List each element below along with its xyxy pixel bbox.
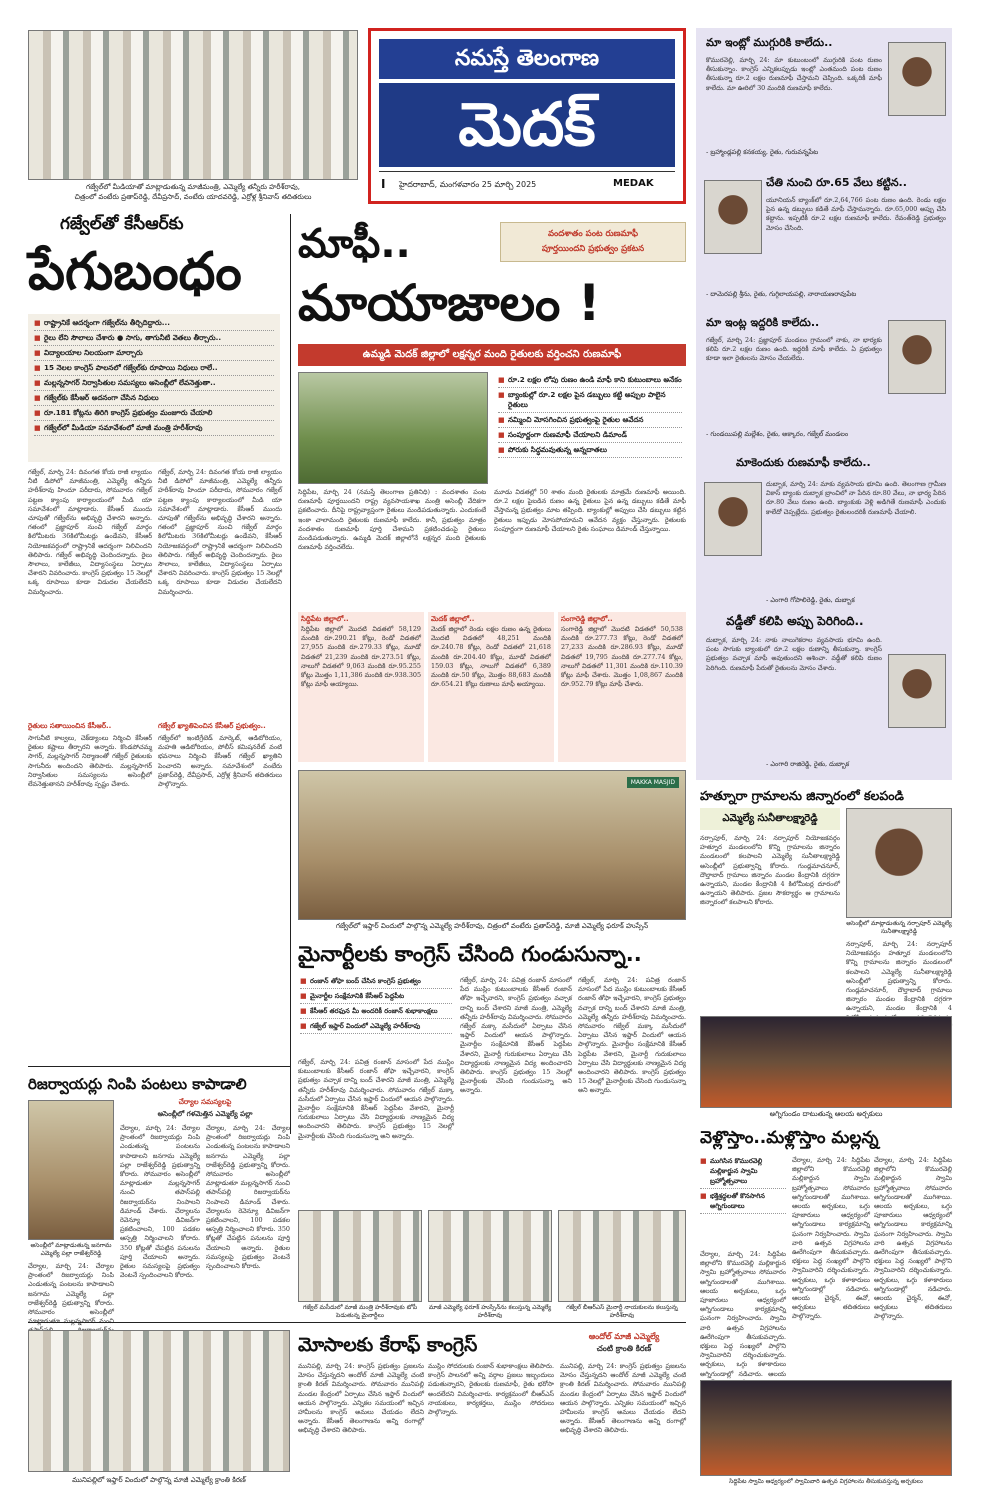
bottom-tag-1: ఆందోల్ మాజీ ఎమ్మెల్యే bbox=[588, 1332, 660, 1341]
hathnura-mla-photo bbox=[846, 808, 952, 918]
hathnura-body-1: నర్సాపూర్, మార్చి 24: నర్సాపూర్ నియోజకవర్గం హత్నూర మండలంలోని కొన్ని గ్రామాలను జిన్నారం మండలంలో కలపాలని ఎమ్మెల్యే సునీతాలక్ష్మారెడ్డి అసెంబ్లీలో ప్రభుత్వాన్ని కోరారు. గుండ్లమాచనూర్, దౌల్తాబాద్ గ్రామాలు జిన్నారం మండల కేంద్రానికి దగ్గరగా ఉన్నాయని, మండల కేంద్రానికి 4 కిలోమీటర్ల దూరంలో ఉన్నాయని తెలిపారు. ప్రజల సౌకర్యార్థం ఆ గ్రామాలను జిన్నారంలో కలపాలని కోరారు. bbox=[700, 834, 840, 907]
stats-medak-head: మెదక్ జిల్లాలో.. bbox=[431, 615, 475, 623]
stats-medak bbox=[428, 612, 554, 762]
mafi-headline-1: మాఫీ.. bbox=[298, 221, 411, 267]
sidebar-item-title: మాకెందుకు రుణమాఫీ కాలేదు.. bbox=[736, 456, 871, 469]
sidebar-item-title: మా ఇంట్ల ఇద్దరికి కాలేదు.. bbox=[706, 316, 820, 329]
left-bullet: ■ మల్లన్నసాగర్ నిర్వాసితుల సమస్యలు అసెంబ్లీలో లేవనెత్తుతా.. bbox=[34, 378, 274, 391]
minority-headline: మైనార్టీలకు కాంగ్రెస్ చేసింది గుండుసున్నా.. bbox=[298, 942, 642, 966]
masthead-paper-name: నమస్తే తెలంగాణ bbox=[379, 39, 675, 79]
mafi-tag-box bbox=[500, 222, 686, 262]
mafi-body-col2: మూడు విడతల్లో 50 శాతం మంది రైతులకు మాత్రమే రుణమాఫీ అయింది. రూ.2 లక్షల పైబడిన రుణం ఉన్న రైతులు పైన ఉన్న డబ్బులు కడితే మాఫీ చేస్తామన్న ప్రభుత్వం మాట తప్పింది. బ్యాంకుల్లో అప్పులు చేసి డబ్బులు కట్టిన రైతులు ఇప్పుడు మోసపోయామని ఆవేదన వ్యక్తం చేస్తున్నారు. రైతులకు సంపూర్ణంగా రుణమాఫీ చేయాలని రైతు సంఘాలు డిమాండ్ చేస్తున్నాయి. bbox=[494, 488, 686, 533]
sidebar-item-body: దుబ్బాక, మార్చి 24: మాకు వ్యవసాయ భూమి ఉంది. తెలంగాణ గ్రామీణ వికాస్ బ్యాంకు దుబ్బాక బ్రాంచిలో నా పేరిన రూ.80 వేలు, నా భార్య పేరిన రూ.80 వేలు రుణం ఉంది. బ్యాంకుకు వెళ్లి అడిగితే రుణమాఫీ ఎందుకు కాలేదో చెప్పట్లేదు. ప్రభుత్వం రైతులందరికీ రుణమాఫీ చేయాలి. bbox=[766, 480, 946, 516]
bottom-iftar-photo bbox=[28, 1330, 290, 1472]
sidebar-item-byline: - బ్రహ్మాండ్లపల్లి కనకయ్య, రైతు, గురువన్నపేట bbox=[706, 148, 819, 156]
reservoir-headline: రిజర్వాయర్లు నింపి పంటలు కాపాడాలి bbox=[28, 1075, 247, 1093]
reservoir-tag-2: అసెంబ్లీలో గళమెత్తిన ఎమ్మెల్యే పల్లా bbox=[157, 1110, 253, 1118]
reservoir-body-col2: చేర్యాల, మార్చి 24: చేర్యాల ప్రాంతంలో రిజర్వాయర్లు నింపి ఎండుతున్న పంటలను కాపాడాలని జనగామ ఎమ్మెల్యే పల్లా రాజేశ్వర్‌రెడ్డి ప్రభుత్వాన్ని కోరారు. సోమవారం అసెంబ్లీలో మాట్లాడుతూ మల్లన్నసాగర్ నుంచి తపాస్‌పల్లి రిజర్వాయర్‌ను నింపాలని డిమాండ్ చేశారు. చేర్యాలను రెవెన్యూ డివిజన్‌గా ప్రకటించాలని, 100 పడకల ఆస్పత్రి నిర్మించాలని కోరారు. 350 కోట్లతో చేపట్టిన పనులను పూర్తి చేయాలని అన్నారు. రైతుల సమస్యలపై ప్రభుత్వం వెంటనే స్పందించాలని కోరారు. bbox=[206, 1124, 290, 1271]
mallanna-procession-photo bbox=[700, 1380, 952, 1476]
left-body-col2: గజ్వేల్, మార్చి 24: దివంగత కోయ రాజీ ల్యాయం నీటి డిపోలో మాజీమంత్రి, ఎమ్మెల్యే తన్నీరు హరీశ్‌రావు హిందూ పరీదారు, సోమవారం గజ్వేల్ పట్టణ క్యాంపు కార్యాలయంలో మీడి యా సమావేశంలో మాట్లాడారు. కేసీఆర్ ముందు చూపుతో గజ్వేల్‌ను అభివృద్ధి చేశారని అన్నారు. గతంలో ప్రజ్ఞాపూర్ నుంచి గజ్వేల్ మార్గం కిలోమీటరు 36కిలోమీటర్లు ఉండేవని, కేసీఆర్ నియోజకవర్గంలో రాష్ట్రానికే ఆదర్శంగా నిలిచిందని తెలిపారు. గజ్వేల్ అభివృద్ధి చెందిందన్నారు. రైలు సౌలాలు, కాలేజీలు, విద్యాసంస్థలు ఏర్పాటు చేశారని వివరించారు. కాంగ్రెస్ ప్రభుత్వం 15 నెలల్లో ఒక్క రూపాయి కూడా విడుదల చేయలేదని విమర్శించారు. bbox=[158, 468, 282, 596]
hathnura-photo-caption: అసెంబ్లీలో మాట్లాడుతున్న నర్సాపూర్ ఎమ్మెల్యే సునీతాలక్ష్మారెడ్డి bbox=[846, 920, 952, 935]
iftar-photo-caption: గజ్వేల్‌లో ఇఫ్తార్ విందులో పాల్గొన్న ఎమ్మెల్యే హరీశ్‌రావు, చిత్రంలో వంటేరు ప్రతాప్‌రెడ్డి, మాజీ ఎమ్మెల్యే ఫరూక్ హుస్సేన్ bbox=[335, 922, 649, 930]
mafi-tag-line2: పూర్తయిందని ప్రభుత్వం ప్రకటన bbox=[541, 244, 645, 254]
mafi-bullet: ■ పోరుకు సిద్ధమవుతున్న అన్నదాతలు bbox=[498, 445, 682, 458]
bottom-body-col2: ముస్లిం సోదరులకు రంజాన్ శుభాకాంక్షలు తెలిపారు. కాంగ్రెస్ పాలనలో అన్ని వర్గాల ప్రజలు ఇబ్బందులు పడుతున్నారని, రైతులకు రుణమాఫీ, రైతు భరోసా అందలేదని విమర్శించారు. కార్యక్రమంలో బీఆర్ఎస్ నాయకులు, కార్యకర్తలు, ముస్లిం సోదరులు పాల్గొన్నారు. bbox=[428, 1362, 554, 1417]
bottom-photo-caption: మునిపల్లిలో ఇఫ్తార్ విందులో పాల్గొన్న మాజీ ఎమ్మెల్యే క్రాంతి కిరణ్ bbox=[72, 1476, 246, 1484]
farmer-portrait-icon bbox=[704, 482, 762, 556]
left-bullet: ■ గజ్వేల్‌లో మీడియా సమావేశంలో మాజీ మంత్రి హరీశ్‌రావు bbox=[34, 423, 274, 436]
sidebar-item-body: దుబ్బాక, మార్చి 24: నాకు నాలుగెకరాల వ్యవసాయ భూమి ఉంది. పంట సాగుకు బ్యాంకులో రూ.2 లక్షల రుణాన్ని తీసుకున్నా. కాంగ్రెస్ ప్రభుత్వం వచ్చాక మాఫీ అవుతుందని ఆశించా. వడ్డీతో కలిపి రుణం పెరిగింది. రుణమాఫీ పేరుతో రైతులను మోసం చేశారు. bbox=[706, 636, 882, 672]
minority-photo-2 bbox=[428, 1210, 552, 1302]
hathnura-body-2: నర్సాపూర్, మార్చి 24: నర్సాపూర్ నియోజకవర్గం హత్నూర మండలంలోని కొన్ని గ్రామాలను జిన్నారం మండలంలో కలపాలని ఎమ్మెల్యే సునీతాలక్ష్మారెడ్డి అసెంబ్లీలో ప్రభుత్వాన్ని కోరారు. గుండ్లమాచనూర్, దౌల్తాబాద్ గ్రామాలు జిన్నారం మండల కేంద్రానికి దగ్గరగా ఉన్నాయని, మండల కేంద్రానికి 4 bbox=[846, 940, 952, 1013]
masthead bbox=[368, 28, 686, 204]
bottom-body-col3: మునిపల్లి, మార్చి 24: కాంగ్రెస్ ప్రభుత్వం ప్రజలను మోసం చేస్తున్నదని ఆందోల్ మాజీ ఎమ్మెల్యే చంటి క్రాంతి కిరణ్ విమర్శించారు. సోమవారం మునిపల్లి మండల కేంద్రంలో ఏర్పాటు చేసిన ఇఫ్తార్ విందులో ఆయన పాల్గొన్నారు. ఎన్నికల సమయంలో ఇచ్చిన హామీలను కాంగ్రెస్ అమలు చేయడం లేదని అన్నారు. కేసీఆర్ తెలంగాణను అన్ని రంగాల్లో అభివృద్ధి చేశారని తెలిపారు. bbox=[560, 1362, 686, 1435]
mafi-bullet: ■ బ్యాంకుల్లో రూ.2 లక్షల పైన డబ్బులు కట్టి అప్పుల పాలైన రైతులు bbox=[498, 390, 682, 413]
reservoir-body-col1: చేర్యాల, మార్చి 24: చేర్యాల ప్రాంతంలో రిజర్వాయర్లు నింపి ఎండుతున్న పంటలను కాపాడాలని జనగామ ఎమ్మెల్యే పల్లా రాజేశ్వర్‌రెడ్డి ప్రభుత్వాన్ని కోరారు. సోమవారం అసెంబ్లీలో మాట్లాడుతూ మల్లన్నసాగర్ నుంచి తపాస్‌పల్లి రిజర్వాయర్‌ను నింపాలని డిమాండ్ చేశారు. చేర్యాలను రెవెన్యూ డివిజన్‌గా ప్రకటించాలని, 100 పడకల ఆస్పత్రి నిర్మించాలని కోరారు. 350 కోట్లతో చేపట్టిన పనులను పూర్తి చేయాలని అన్నారు. రైతుల సమస్యలపై ప్రభుత్వం వెంటనే స్పందించాలని కోరారు. bbox=[120, 1124, 200, 1280]
left-kicker: గజ్వేల్‌తో కేసీఆర్‌కు bbox=[60, 214, 184, 234]
left-bullet-box bbox=[28, 314, 280, 462]
farmer-portrait-icon bbox=[888, 320, 946, 394]
reservoir-photo bbox=[28, 1100, 114, 1240]
top-photo-caption-2: చిత్రంలో వంటేరు ప్రతాప్‌రెడ్డి, దేవీప్రసాద్, వంటేరు యాదవరెడ్డి, ఎర్రోళ్ల శ్రీనివాస్ తదితరులు bbox=[74, 193, 312, 201]
reservoir-photo-caption: అసెంబ్లీలో మాట్లాడుతున్న జనగామ ఎమ్మెల్యే పల్లా రాజేశ్వర్‌రెడ్డి bbox=[30, 1242, 112, 1257]
stats-siddipet bbox=[298, 612, 424, 762]
left-body-col1: గజ్వేల్, మార్చి 24: దివంగత కోయ రాజీ ల్యాయం నీటి డిపోలో మాజీమంత్రి, ఎమ్మెల్యే తన్నీరు హరీశ్‌రావు హిందూ పరీదారు, సోమవారం గజ్వేల్ పట్టణ క్యాంపు కార్యాలయంలో మీడి యా సమావేశంలో మాట్లాడారు. కేసీఆర్ ముందు చూపుతో గజ్వేల్‌ను అభివృద్ధి చేశారని అన్నారు. గతంలో ప్రజ్ఞాపూర్ నుంచి గజ్వేల్ మార్గం కిలోమీటరు 36కిలోమీటర్లు ఉండేవని, కేసీఆర్ నియోజకవర్గంలో రాష్ట్రానికే ఆదర్శంగా నిలిచిందని తెలిపారు. గజ్వేల్ అభివృద్ధి చెందిందన్నారు. రైలు సౌలాలు, కాలేజీలు, విద్యాసంస్థలు ఏర్పాటు చేశారని వివరించారు. కాంగ్రెస్ ప్రభుత్వం 15 నెలల్లో ఒక్క రూపాయి కూడా విడుదల చేయలేదని విమర్శించారు. bbox=[28, 468, 152, 596]
farmer-portrait-icon bbox=[704, 180, 762, 254]
sidebar-item-title: చేతి నుంచి రూ.65 వేలు కట్టిన.. bbox=[766, 176, 907, 189]
mallanna-body-col1: చేర్యాల, మార్చి 24: సిద్దిపేట జిల్లాలోని కొమురవెల్లి మల్లికార్జున స్వామి బ్రహ్మోత్సవాలు సోమవారం అగ్నిగుండాలతో ముగిశాయి. ఆలయ అర్చకులు, ఒగ్గు పూజారులు ఆధ్వర్యంలో అగ్నిగుండాలు కార్యక్రమాన్ని ఘనంగా నిర్వహించారు. స్వామి వారి ఉత్సవ విగ్రహాలను ఊరేగింపుగా తీసుకువచ్చారు. భక్తులు పెద్ద సంఖ్యలో పాల్గొని స్వామివారిని దర్శించుకున్నారు. అర్చకులు, ఒగ్గు కళాకారులు అగ్నిగుండాల్లో నడిచారు. ఆలయ bbox=[700, 1250, 786, 1378]
farmer-portrait-icon bbox=[888, 42, 946, 116]
sidebar-item-title: వడ్డీతో కలిపి అప్పు పెరిగింది.. bbox=[726, 614, 864, 628]
top-left-photo bbox=[28, 30, 358, 180]
minority-body-col3: గజ్వేల్, మార్చి 24: పవిత్ర రంజాన్ మాసంలో పేద ముస్లిం కుటుంబాలకు కేసీఆర్ రంజాన్ తోఫా ఇచ్చేవారని, కాంగ్రెస్ ప్రభుత్వం వచ్చాక దాన్ని బంద్ చేశారని మాజీ మంత్రి, ఎమ్మెల్యే తన్నీరు హరీశ్‌రావు విమర్శించారు. సోమవారం గజ్వేల్ మక్కా మసీదులో ఏర్పాటు చేసిన ఇఫ్తార్ విందులో ఆయన పాల్గొన్నారు. మైనార్టీల సంక్షేమానికి కేసీఆర్ పెద్దపీట వేశారని, మైనార్టీ గురుకులాలు ఏర్పాటు చేసి విద్యార్థులకు నాణ్యమైన విద్య అందించారని తెలిపారు. కాంగ్రెస్ ప్రభుత్వం 15 నెలల్లో మైనార్టీలకు చేసింది గుండుసున్నా అని అన్నారు. bbox=[578, 976, 687, 1095]
mallanna-bullet: ■ ముగిసిన కొమురవెల్లి మల్లికార్జున స్వామి బ్రహ్మోత్సవాలు bbox=[700, 1156, 786, 1189]
hathnura-banner: ఎమ్మెల్యే సునీతాలక్ష్మారెడ్డి bbox=[700, 808, 840, 830]
masthead-page-number: I bbox=[381, 177, 386, 191]
minority-photo-3 bbox=[558, 1210, 686, 1302]
stats-sangareddy-head: సంగారెడ్డి జిల్లాలో.. bbox=[561, 615, 613, 623]
mallanna-headline: వెళ్లొస్తాం..మళ్లొస్తాం మల్లన్న bbox=[700, 1128, 879, 1148]
minority-bullet: ■ గజ్వేల్ ఇఫ్తార్ విందులో ఎమ్మెల్యే హరీశ్‌రావు bbox=[300, 1021, 452, 1034]
left-subhead-1: రైతులు సతాయించిన కేసీఆర్.. bbox=[28, 722, 112, 730]
mafi-headline-2: మాయాజాలం ! bbox=[298, 274, 601, 332]
agnigundam-caption: అగ్నిగుండం దాటుతున్న ఆలయ అర్చకులు bbox=[769, 1110, 883, 1118]
mallanna-body-col3: చేర్యాల, మార్చి 24: సిద్దిపేట జిల్లాలోని కొమురవెల్లి మల్లికార్జున స్వామి బ్రహ్మోత్సవాలు సోమవారం అగ్నిగుండాలతో ముగిశాయి. ఆలయ అర్చకులు, ఒగ్గు పూజారులు ఆధ్వర్యంలో అగ్నిగుండాలు కార్యక్రమాన్ని ఘనంగా నిర్వహించారు. స్వామి వారి ఉత్సవ విగ్రహాలను ఊరేగింపుగా తీసుకువచ్చారు. భక్తులు పెద్ద సంఖ్యలో పాల్గొని స్వామివారిని దర్శించుకున్నారు. అర్చకులు, ఒగ్గు కళాకారులు అగ్నిగుండాల్లో నడిచారు. ఆలయ చైర్మన్, ఈవో, అర్చకులు తదితరులు పాల్గొన్నారు. bbox=[874, 1156, 952, 1321]
sidebar-item-byline: - గుండయిపల్లి మల్లేశం, రైతు, అక్కారం, గజ్వేల్ మండలం bbox=[706, 430, 849, 438]
reservoir-body-col0: చేర్యాల, మార్చి 24: చేర్యాల ప్రాంతంలో రిజర్వాయర్లు నింపి ఎండుతున్న పంటలను కాపాడాలని జనగామ ఎమ్మెల్యే పల్లా రాజేశ్వర్‌రెడ్డి ప్రభుత్వాన్ని కోరారు. సోమవారం అసెంబ్లీలో bbox=[28, 1262, 114, 1317]
mallanna-bullets bbox=[700, 1156, 786, 1246]
left-bullet: ■ రైలు లేని సౌలాలు చేశారు ● సాగు, తాగునీటి వెతలు తీర్చారు.. bbox=[34, 333, 274, 346]
left-subhead-2: గజ్వేల్ ఖ్యాతిపెంచిన కేసీఆర్ ప్రభుత్వం.. bbox=[158, 722, 266, 730]
minority-bullet: ■ కేసీఆర్ తరఫున మీ అందరికీ రంజాన్ శుభాకాంక్షలు bbox=[300, 1006, 452, 1019]
left-body-col1b: సాగునీటి కాల్వలు, చెక్‌డ్యాంలు నిర్మించి కేసీఆర్ రైతుల కష్టాలు తీర్చారని అన్నారు. కొండపోచమ్మ సాగర్, మల్లన్నసాగర్ నిర్మాణంతో గజ్వేల్ రైతులకు సాగునీరు అందిందని తెలిపారు. మల్లన్నసాగర్ నిర్వాసితుల సమస్యలను అసెంబ్లీలో లేవనెత్తుతానని హరీశ్‌రావు స్పష్టం చేశారు. bbox=[28, 734, 152, 789]
mosque-sign: MAKKA MASJID bbox=[627, 777, 679, 788]
minority-body-col2: గజ్వేల్, మార్చి 24: పవిత్ర రంజాన్ మాసంలో పేద ముస్లిం కుటుంబాలకు కేసీఆర్ రంజాన్ తోఫా ఇచ్చేవారని, కాంగ్రెస్ ప్రభుత్వం వచ్చాక దాన్ని బంద్ చేశారని మాజీ మంత్రి, ఎమ్మెల్యే తన్నీరు హరీశ్‌రావు విమర్శించారు. సోమవారం గజ్వేల్ మక్కా మసీదులో ఏర్పాటు చేసిన ఇఫ్తార్ విందులో ఆయన పాల్గొన్నారు. మైనార్టీల సంక్షేమానికి కేసీఆర్ పెద్దపీట వేశారని, మైనార్టీ గురుకులాలు ఏర్పాటు చేసి విద్యార్థులకు నాణ్యమైన విద్య అందించారని తెలిపారు. కాంగ్రెస్ ప్రభుత్వం 15 నెలల్లో మైనార్టీలకు చేసింది గుండుసున్నా అని అన్నారు. bbox=[460, 976, 572, 1095]
hathnura-headline: హత్నూరా గ్రామాలను జిన్నారంలో కలపండి bbox=[700, 788, 904, 803]
sidebar-item-body: యూనియన్ బ్యాంక్‌లో రూ.2,64,766 పంట రుణం ఉంది. రెండు లక్షల పైన ఉన్న డబ్బులు కడితే మాఫీ చేస్తామన్నారు. రూ.65,000 అప్పు చేసి కట్టాను. ఇప్పటికీ రూ.2 లక్షల రుణమాఫీ కాలేదు. రేవంత్‌రెడ్డి ప్రభుత్వం మోసం చేసింది. bbox=[766, 196, 946, 232]
iftar-photo bbox=[298, 770, 686, 920]
bottom-tag-2: చంటి క్రాంతి కిరణ్ bbox=[596, 1344, 652, 1353]
sidebar-item-body: కొమురవెల్లి, మార్చి 24: మా కుటుంబంలో ముగ్గురికి పంట రుణం తీసుకున్నాం. కాంగ్రెస్ ఎన్నికలప్పుడు ఇంట్లో ఎంతమంది పంట రుణం తీసుకున్నా రూ.2 లక్షల రుణమాఫీ చేస్తామని చెప్పింది. ఒక్కరికీ మాఫీ కాలేదు. మా ఊరిలో 30 మందికి రుణమాఫీ కాలేదు. bbox=[706, 56, 882, 92]
sidebar-item-byline: - దామెరపల్లి శ్రీను, రైతు, గుగ్గిలాయపల్లి, నారాయణరావుపేట bbox=[706, 290, 857, 298]
left-bullet: ■ రూ.181 కోట్లను తిరిగి కాంగ్రెస్ ప్రభుత్వం మంజూరు చేయాలి bbox=[34, 408, 274, 421]
stats-siddipet-head: సిద్దిపేట జిల్లాలో.. bbox=[301, 615, 349, 623]
stats-medak-body: మెదక్ జిల్లాలో రెండు లక్షల రుణం ఉన్న రైతులు మొదటి విడతలో 48,251 మందికి రూ.240.78 కోట్లు, రెండో విడతలో 21,618 మందికి రూ.204.40 కోట్లు, మూడో విడతలో 159.03 కోట్లు, నాలుగో విడతలో 6,389 మందికి రూ.50 కోట్లు, మొత్తం 88,683 మందికి రూ.654.21 కోట్లు రుణాలు మాఫీ అయ్యాయి. bbox=[431, 625, 551, 689]
mafi-bullet: ■ సంపూర్ణంగా రుణమాఫీ చేయాలని డిమాండ్ bbox=[498, 430, 682, 443]
mafi-tag-line1: వందశాతం పంట రుణమాఫీ bbox=[547, 229, 639, 239]
mafi-bullet: ■ నమ్మించి మోసగించిన ప్రభుత్వంపై రైతుల ఆవేదన bbox=[498, 415, 682, 428]
masthead-dateline: హైదరాబాద్, మంగళవారం 25 మార్చి 2025 bbox=[399, 180, 537, 189]
minority-bullet: ■ రంజాన్ తోఫా బంద్ చేసిన కాంగ్రెస్ ప్రభుత్వం bbox=[300, 976, 452, 989]
mafi-strap: ఉమ్మడి మెదక్ జిల్లాలో లక్షన్నర మంది రైతులకు వర్తించని రుణమాఫీ bbox=[298, 344, 686, 366]
sidebar-item-byline: - ఎంగారి రాజిరెడ్డి, రైతు, దుబ్బాక bbox=[766, 760, 850, 768]
left-bullet: ■ గజ్వేల్‌కు కేసీఆర్ అదనంగా చేసిన నిధులు bbox=[34, 393, 274, 406]
mallanna-body-col2: చేర్యాల, మార్చి 24: సిద్దిపేట జిల్లాలోని కొమురవెల్లి మల్లికార్జున స్వామి బ్రహ్మోత్సవాలు సోమవారం అగ్నిగుండాలతో ముగిశాయి. ఆలయ అర్చకులు, ఒగ్గు పూజారులు ఆధ్వర్యంలో అగ్నిగుండాలు కార్యక్రమాన్ని ఘనంగా నిర్వహించారు. స్వామి వారి ఉత్సవ విగ్రహాలను ఊరేగింపుగా తీసుకువచ్చారు. భక్తులు పెద్ద సంఖ్యలో పాల్గొని స్వామివారిని దర్శించుకున్నారు. అర్చకులు, ఒగ్గు కళాకారులు అగ్నిగుండాల్లో నడిచారు. ఆలయ చైర్మన్, ఈవో, అర్చకులు తదితరులు పాల్గొన్నారు. bbox=[792, 1156, 870, 1321]
agnigundam-photo bbox=[700, 1016, 952, 1108]
masthead-edition: మెదక్ bbox=[379, 83, 675, 167]
left-bullet: ■ 15 నెలల కాంగ్రెస్ పాలనలో గజ్వేల్‌కు రూపాయి నిధులు రాలే.. bbox=[34, 363, 274, 376]
sidebar-item-body: గజ్వేల్, మార్చి 24: ప్రజ్ఞాపూర్ మండలం గ్రామంలో నాకు, నా భార్యకు కలిపి రూ.2 లక్షల రుణం ఉంది. ఇద్దరికీ మాఫీ కాలేదు. ఏ ప్రభుత్వం కూడా ఇలా రైతులను మోసం చేయలేదు. bbox=[706, 336, 882, 363]
mafi-farmer-photo bbox=[298, 372, 488, 484]
minority-bullet: ■ మైనార్టీల సంక్షేమానికి కేసీఆర్ పెద్దపీట bbox=[300, 991, 452, 1004]
top-photo-caption-1: గజ్వేల్‌లో మీడియాతో మాట్లాడుతున్న మాజీమంత్రి, ఎమ్మెల్యే తన్నీరు హరీశ్‌రావు, bbox=[86, 183, 300, 191]
left-bullet: ■ రాష్ట్రానికే ఆదర్శంగా గజ్వేల్‌ను తీర్చిదిద్దారు... bbox=[34, 318, 274, 331]
mafi-bullet-box bbox=[494, 372, 686, 484]
minority-body-col1: గజ్వేల్, మార్చి 24: పవిత్ర రంజాన్ మాసంలో పేద ముస్లిం కుటుంబాలకు కేసీఆర్ రంజాన్ తోఫా ఇచ్చేవారని, కాంగ్రెస్ ప్రభుత్వం వచ్చాక దాన్ని బంద్ చేశారని మాజీ మంత్రి, ఎమ్మెల్యే తన్నీరు హరీశ్‌రావు విమర్శించారు. సోమవారం గజ్వేల్ మక్కా మసీదులో ఏర్పాటు చేసిన ఇఫ్తార్ విందులో ఆయన పాల్గొన్నారు. మైనార్టీల సంక్షేమానికి కేసీఆర్ పెద్దపీట వేశారని, మైనార్టీ గురుకులాలు ఏర్పాటు చేసి విద్యార్థులకు నాణ్యమైన విద్య అందించారని తెలిపారు. కాంగ్రెస్ ప్రభుత్వం 15 నెలల్లో మైనార్టీలకు చేసింది గుండుసున్నా అని అన్నారు. bbox=[298, 1058, 454, 1140]
mafi-body-col1: సిద్దిపేట, మార్చి 24 (నమస్తే తెలంగాణ ప్రతినిధి) : వందశాతం పంట రుణమాఫీ పూర్తయిందని రాష్ట్ర వ్యవసాయశాఖ మంత్రి అసెంబ్లీ వేదికగా ప్రకటించారు. దీనిపై రాష్ట్రవ్యాప్తంగా రైతులు మండిపడుతున్నారు. ఎందుకంటే ఇంకా చాలామంది రైతులకు రుణమాఫీ కాలేదు. కానీ, ప్రభుత్వం మాత్రం వందశాతం రుణమాఫీ పూర్తి చేశామని ప్రకటించడంపై రైతులు మండిపడుతున్నారు. ఉమ్మడి మెదక్ జిల్లాలోనే లక్షన్నర మంది రైతులకు రుణమాఫీ వర్తించలేదు. bbox=[298, 488, 486, 552]
mafi-bullet: ■ రూ.2 లక్షల లోపు రుణం ఉండి మాఫీ కాని కుటుంబాలు అనేకం bbox=[498, 375, 682, 388]
stats-sangareddy bbox=[558, 612, 686, 762]
bottom-headline: మోసాలకు కేరాఫ్ కాంగ్రెస్ bbox=[298, 1334, 478, 1356]
mallanna-photo-caption: సిద్దిపేట స్వామి ఆధ్వర్యంలో స్వామివారి ఉత్సవ విగ్రహాలను తీసుకువస్తున్న అర్చకులు bbox=[729, 1478, 923, 1485]
stats-siddipet-body: సిద్దిపేట జిల్లాలో మొదటి విడతలో 58,129 మందికి రూ.290.21 కోట్లు, రెండో విడతలో 27,955 మందికి రూ.279.33 కోట్లు, మూడో విడతలో 21,239 మందికి రూ.273.51 కోట్లు, నాలుగో విడతలో 9,063 మందికి రూ.95.255 కోట్లు మొత్తం 1,11,386 మందికి రూ.938.305 కోట్లు మాఫీ అయ్యాయి. bbox=[301, 625, 422, 689]
minority-bullets bbox=[298, 974, 454, 1054]
left-bullet: ■ విద్యాలయాల నిలయంగా మార్చారు bbox=[34, 348, 274, 361]
farmer-portrait-icon bbox=[888, 654, 946, 728]
mallanna-bullet: ■ భక్తిశ్రద్ధలతో కొనసాగిన అగ్నిగుండాలు bbox=[700, 1191, 786, 1214]
minority-photo-1 bbox=[298, 1210, 422, 1302]
minority-photo-caption-2: మాజీ ఎమ్మెల్యే ఫరూక్ హుస్సేన్‌ను కలుస్తున్న ఎమ్మెల్యే హరీశ్‌రావు bbox=[428, 1304, 552, 1319]
left-headline: పేగుబంధం bbox=[28, 242, 242, 302]
left-body-col2b: గజ్వేల్‌లో ఇంటిగ్రేటెడ్ మార్కెట్, ఆడిటోరియం, మహతి ఆడిటోరియం, పోలీస్ కమిషనరేట్ వంటి భవనాలు నిర్మించి కేసీఆర్ గజ్వేల్ ఖ్యాతిని పెంచారని అన్నారు. సమావేశంలో వంటేరు ప్రతాప్‌రెడ్డి, దేవీప్రసాద్, ఎర్రోళ్ల శ్రీనివాస్ తదితరులు పాల్గొన్నారు. bbox=[158, 734, 282, 789]
minority-photo-caption-3: గజ్వేల్ బీఆర్ఎస్ మైనార్టీ నాయకులను కలుస్తున్న హరీశ్‌రావు bbox=[566, 1304, 678, 1319]
reservoir-tag-1: చేర్యాల సమస్యలపై bbox=[178, 1098, 232, 1106]
stats-sangareddy-body: సంగారెడ్డి జిల్లాలో మొదటి విడతలో 50,538 మందికి రూ.277.73 కోట్లు, రెండో విడతలో 27,233 మందికి రూ.286.93 కోట్లు, మూడో విడతలో 19,795 మందికి రూ.277.74 కోట్లు, నాలుగో విడతలో 11,301 మందికి రూ.110.39 కోట్లు మాఫీ చేశారు. మొత్తం 1,08,867 మందికి రూ.952.79 కోట్లు మాఫీ చేశారు. bbox=[561, 625, 683, 689]
masthead-edition-en: MEDAK bbox=[613, 178, 654, 189]
sidebar-item-title: మా ఇంట్లో ముగ్గురికి కాలేదు.. bbox=[706, 36, 833, 49]
minority-photo-caption-1: గజ్వేల్ మసీదులో మాజీ మంత్రి హరీశ్‌రావుకు టోపీ పెడుతున్న మైనార్టీలు bbox=[302, 1304, 418, 1319]
sidebar-item-byline: - ఎంగారి గోపాలిరెడ్డి, రైతు, దుబ్బాక bbox=[766, 596, 855, 604]
bottom-body-col1: మునిపల్లి, మార్చి 24: కాంగ్రెస్ ప్రభుత్వం ప్రజలను మోసం చేస్తున్నదని ఆందోల్ మాజీ ఎమ్మెల్యే చంటి క్రాంతి కిరణ్ విమర్శించారు. సోమవారం మునిపల్లి మండల కేంద్రంలో ఏర్పాటు చేసిన ఇఫ్తార్ విందులో ఆయన పాల్గొన్నారు. ఎన్నికల సమయంలో ఇచ్చిన హామీలను కాంగ్రెస్ అమలు చేయడం లేదని అన్నారు. కేసీఆర్ తెలంగాణను అన్ని రంగాల్లో అభివృద్ధి చేశారని తెలిపారు. bbox=[298, 1362, 424, 1435]
